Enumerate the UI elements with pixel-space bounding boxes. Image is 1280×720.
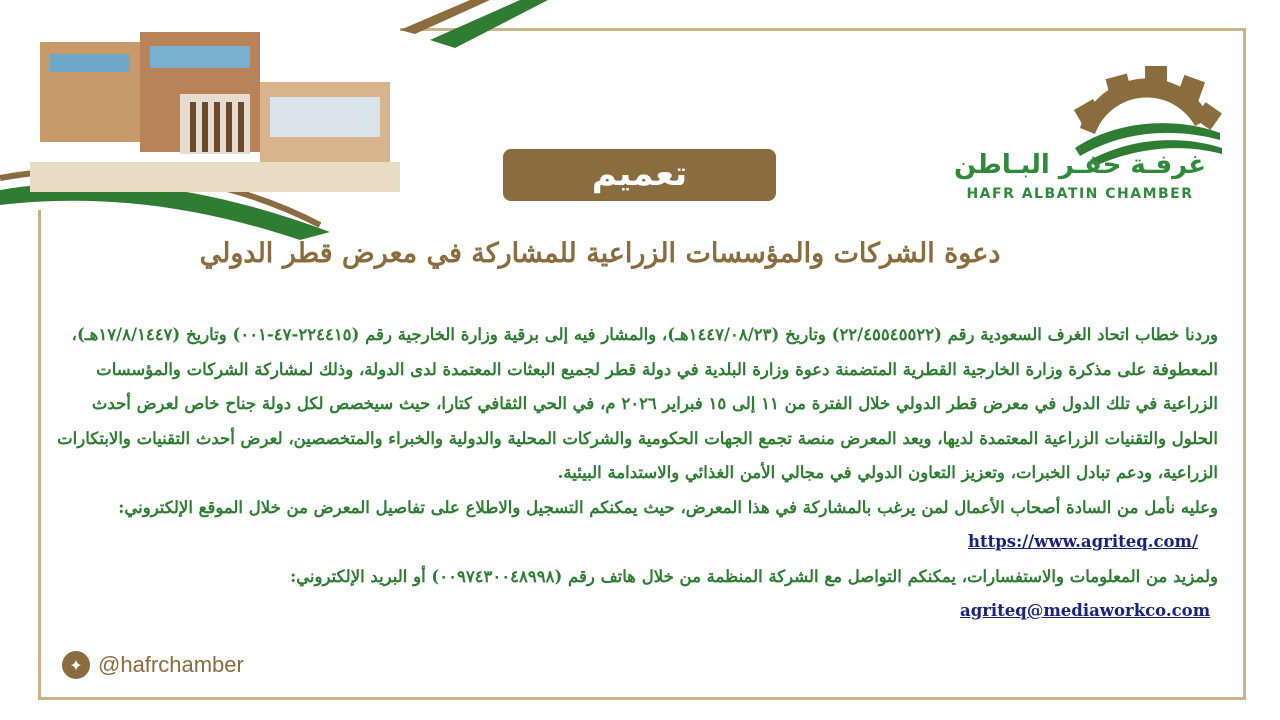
paragraph-registration: وعليه نأمل من السادة أصحاب الأعمال لمن يرغب بالمشاركة في هذا المعرض، حيث يمكنكم التسجيل والاطلاع على تفاصيل المعرض من خلال الموقع الإلكتروني: [118, 497, 1218, 517]
social-footer [62, 650, 244, 680]
website-link[interactable]: https://www.agriteq.com/ [968, 532, 1199, 551]
circular-badge: تعميم [503, 149, 776, 201]
chamber-logo-icon [940, 48, 1230, 208]
letter-body [50, 318, 1218, 629]
email-link[interactable]: agriteq@mediaworkco.com [960, 601, 1211, 620]
page-title: دعوة الشركات والمؤسسات الزراعية للمشاركة في معرض قطر الدولي [199, 238, 1001, 269]
social-handle[interactable]: @hafrchamber [98, 652, 244, 677]
paragraph-invitation: وردنا خطاب اتحاد الغرف السعودية رقم (٢٢/٤٥٥٤٥٥٢٢) وتاريخ (١٤٤٧/٠٨/٢٣هـ)، والمشار فيه إلى برقية وزارة الخارجية رقم (٢٢٤٤١٥-٤٧-٠٠١) وتاريخ (١٧/٨/١٤٤٧هـ)، المعطوفة على مذكرة وزارة الخارجية القطرية المتضمنة دعوة وزارة البلدية في دولة قطر لجميع البعثات المعتمدة لدى الدولة، وذلك لمشاركة الشركات والمؤسسات الزراعية في تلك الدول في معرض قطر الدولي خلال الفترة من ١١ إلى ١٥ فبراير ٢٠٢٦ م، في الحي الثقافي كتارا، حيث سيخصص لكل دولة جناح خاص لعرض أحدث الحلول والتقنيات الزراعية المعتمدة لديها، ويعد المعرض منصة تجمع الجهات الحكومية والشركات المحلية والدولية والخبراء والمتخصصين، لعرض أحدث التقنيات والابتكارات الزراعية، ودعم تبادل الخبرات، وتعزيز التعاون الدولي في مجالي الأمن الغذائي والاستدامة البيئية. [57, 325, 1218, 482]
twitter-bird-icon: ✦ [62, 651, 90, 679]
logo-arabic-name: غرفـة حفـر البـاطن [953, 150, 1207, 180]
paragraph-contact: ولمزيد من المعلومات والاستفسارات، يمكنكم التواصل مع الشركة المنظمة من خلال هاتف رقم (٠٠٩٧٤٣٠٠٤٨٩٩٨) أو البريد الإلكتروني: [290, 566, 1218, 586]
logo-english-name: HAFR ALBATIN CHAMBER [966, 186, 1194, 202]
chamber-building-image [30, 22, 400, 192]
